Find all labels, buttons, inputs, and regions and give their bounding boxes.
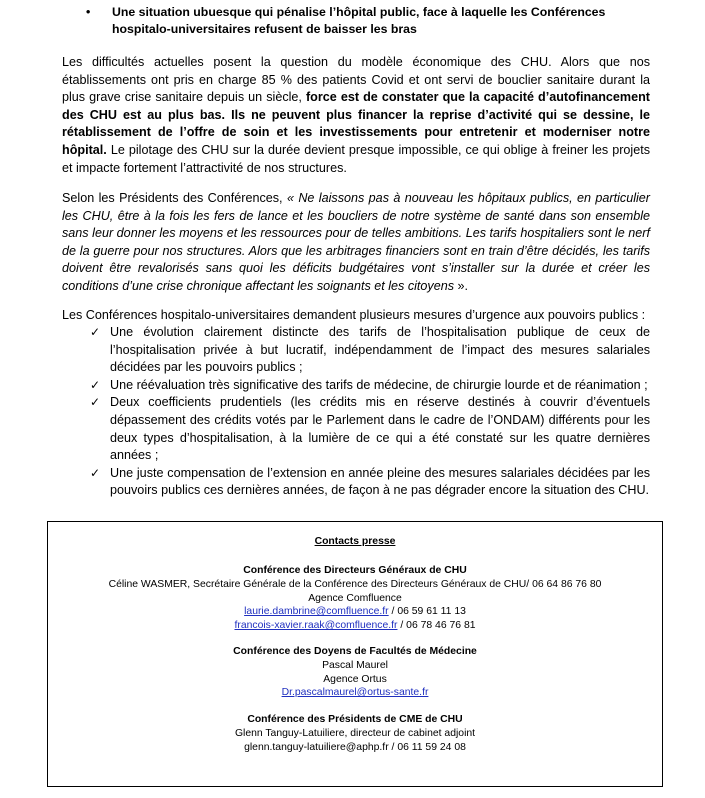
agency-name: Agence Comfluence — [308, 592, 402, 604]
checkmark-icon: ✓ — [90, 325, 101, 339]
list-item — [90, 465, 650, 500]
paragraph1-part2: Le pilotage des CHU sur la durée devient presque impossible, ce qui oblige à freiner les projets et impacte fortement l’attractivité de nos structures. — [62, 142, 650, 175]
contact-email-line: glenn.tanguy-latuiliere@aphp.fr / 06 11 59 24 08 — [244, 741, 466, 753]
phone-number: / 06 59 61 11 13 — [388, 606, 466, 618]
contact-line: Glenn Tanguy-Latuiliere, directeur de cabinet adjoint — [234, 727, 476, 739]
press-contacts-box — [47, 521, 663, 787]
list-item — [90, 324, 650, 377]
contact-email-line — [48, 619, 662, 633]
paragraph2-intro: Selon les Présidents des Conférences, — [62, 191, 287, 205]
measure-text: Une réévaluation très significative des tarifs de médecine, de chirurgie lourde et de réanimation ; — [110, 377, 648, 392]
contact-line: Céline WASMER, Secrétaire Générale de la Conférence des Directeurs Généraux de CHU/ 06 64 86 76 80 — [108, 578, 602, 590]
bullet-marker: • — [86, 5, 91, 19]
paragraph-economic-model — [62, 54, 650, 177]
paragraph-presidents-quote — [62, 190, 650, 296]
paragraph2-closing: ». — [457, 278, 469, 293]
contact-org-doyens — [48, 645, 662, 700]
list-item — [90, 377, 650, 395]
measures-list — [90, 324, 650, 500]
top-bullet-text: Une situation ubuesque qui pénalise l’hôpital public, face à laquelle les Conférences hospitalo-universitaires refusent de baisser les bras — [112, 5, 606, 36]
measure-text: Deux coefficients prudentiels (les crédits mis en réserve destinés à couvrir d’éventuels dépassement des crédits votés par le Parlement dans le cadre de l’ONDAM) différents pour les deux types d’hospitalisation, à la lumière de ce qui a été constaté sur les quatre dernières années ; — [110, 395, 650, 463]
paragraph2-quote: « Ne laissons pas à nouveau les hôpitaux publics, en particulier les CHU, être à la fois les fers de lance et les boucliers de notre système de santé dans son ensemble sans leur donner les moyens et les ressources pour de telles ambitions. Les tarifs hospitaliers sont le nerf de la guerre pour nos structures. Alors que les arbitrages financiers sont en train d’être décidés, les tarifs doivent être revalorisés sans quoi les déficits budgétaires vont s’installer sur la durée et créer les conditions d’une crise chronique affectant les soignants et les citoyens — [62, 191, 650, 293]
paragraph1-part1: Les difficultés actuelles posent la question du modèle économique des CHU. Alors que nos établissements ont pris en charge 85 % des patients Covid et ont servi de bouclier sanitaire durant la plus grave crise sanitaire depuis un siècle, — [62, 55, 650, 105]
email-link[interactable]: francois-xavier.raak@comfluence.fr — [234, 620, 398, 632]
checkmark-icon: ✓ — [90, 377, 101, 392]
top-bullet-item — [86, 4, 650, 38]
paragraph1-bold: force est de constater que la capacité d’autofinancement des CHU est au plus bas. Ils ne peuvent plus financer la reprise d’activité qui se dessine, le rétablissement de l’offre de soin et les investissements pour entretenir et moderniser notre hôpital. — [62, 90, 650, 157]
list-item — [90, 394, 650, 464]
contact-email-line — [48, 605, 662, 619]
checkmark-icon: ✓ — [90, 465, 101, 480]
org-name: Conférence des Directeurs Généraux de CHU — [243, 565, 467, 576]
contact-line: Pascal Maurel — [322, 659, 388, 671]
email-link[interactable]: laurie.dambrine@comfluence.fr — [244, 606, 389, 618]
measure-text: Une juste compensation de l’extension en année pleine des mesures salariales décidées par les pouvoirs publics ces dernières années, de façon à ne pas dégrader encore la situation des CHU. — [110, 465, 650, 498]
contact-org-presidents-cme — [48, 713, 662, 754]
contact-org-directeurs — [48, 564, 662, 633]
contact-email-line — [48, 686, 662, 700]
agency-name: Agence Ortus — [323, 673, 387, 685]
phone-number: / 06 78 46 76 81 — [397, 620, 476, 632]
contacts-title: Contacts presse — [314, 536, 396, 547]
measure-text: Une évolution clairement distincte des tarifs de l’hospitalisation publique de ceux de l’hospitalisation privée à but lucratif, indépendamment de l’impact des mesures salariales décidées par les pouvoirs publics ; — [110, 325, 650, 375]
checkmark-icon: ✓ — [90, 395, 101, 410]
email-link[interactable]: Dr.pascalmaurel@ortus-sante.fr — [281, 687, 429, 699]
org-name: Conférence des Présidents de CME de CHU — [247, 714, 463, 725]
org-name: Conférence des Doyens de Facultés de Médecine — [233, 646, 477, 657]
paragraph-demands-intro: Les Conférences hospitalo-universitaires demandent plusieurs mesures d’urgence aux pouvoirs publics : — [62, 308, 646, 322]
